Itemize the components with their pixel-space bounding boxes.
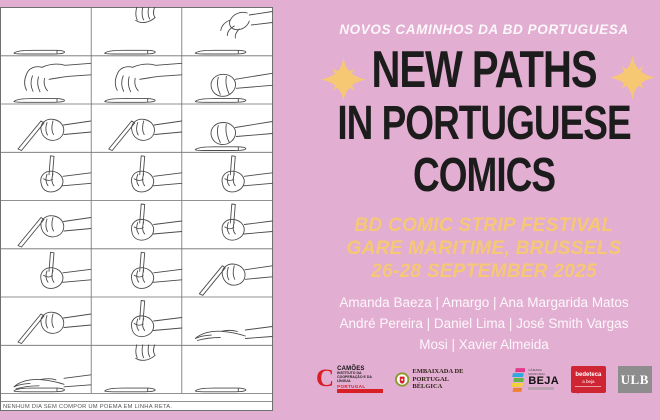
festival-line-2: GARE MARITIME, BRUSSELS [346, 238, 622, 259]
bedeteca-logo [571, 366, 605, 393]
title-line-2: IN PORTUGUESE [337, 95, 631, 150]
poster-title [316, 41, 652, 202]
embassy-line-1: EMBAIXADA DE PORTUGAL [412, 368, 464, 383]
camoes-logo [316, 366, 383, 392]
bedeteca-line-2: a beja [582, 378, 595, 384]
beja-stripes-icon [510, 367, 526, 393]
embassy-crest-icon [395, 369, 409, 390]
comic-strip-panel [0, 7, 273, 411]
sponsor-logos-bar [316, 366, 652, 393]
ulb-logo: ULB [618, 366, 652, 393]
artists-line-2: André Pereira | Daniel Lima | José Smith Vargas [339, 316, 629, 331]
festival-info [316, 214, 652, 283]
title-line-3: COMICS [413, 147, 555, 202]
camoes-subtitle: INSTITUTO DA COOPERAÇÃO E DA LÍNGUA [337, 371, 372, 383]
comic-caption: NENHUM DIA SEM COMPOR UM POEMA EM LINHA RETA. [3, 403, 173, 410]
comic-frames [14, 7, 272, 392]
festival-line-3: 26-28 SEPTEMBER 2025 [371, 261, 597, 282]
camoes-name: CAMÕES [337, 366, 365, 373]
camoes-c-mark: C [316, 365, 335, 393]
camoes-country: PORTUGAL [337, 383, 366, 389]
bedeteca-bottom-bar [575, 386, 601, 388]
artists-line-1: Amanda Baeza | Amargo | Ana Margarida Matos [339, 295, 629, 310]
beja-bottom-bar [528, 387, 554, 390]
comic-strip-drawing [0, 7, 273, 411]
title-line-1: NEW PATHS [371, 41, 597, 99]
festival-line-1: BD COMIC STRIP FESTIVAL [354, 215, 614, 236]
embassy-logo [395, 368, 498, 391]
camoes-red-bar [337, 389, 383, 393]
beja-logo [510, 367, 560, 393]
beja-top-text: CÂMARA MUNICIPAL [528, 368, 546, 376]
eyebrow-text: NOVOS CAMINHOS DA BD PORTUGUESA [339, 22, 629, 37]
beja-name: BEJA [528, 375, 559, 388]
artists-line-3: Mosi | Xavier Almeida [419, 337, 549, 352]
artist-list [316, 292, 652, 355]
right-column [316, 0, 652, 420]
embassy-line-2: BÉLGICA [412, 383, 443, 391]
bedeteca-line-1: bedeteca [575, 372, 602, 378]
